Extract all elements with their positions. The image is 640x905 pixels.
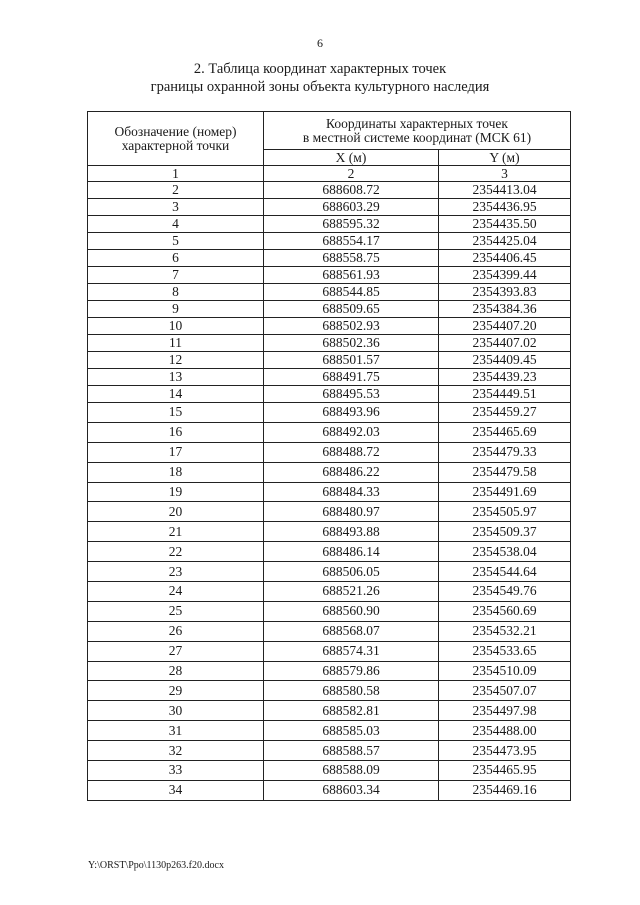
- y-coordinate-cell: 2354399.44: [439, 267, 571, 284]
- table-row: [88, 482, 571, 502]
- point-number-cell: 34: [88, 780, 264, 800]
- y-coordinate-cell: 2354384.36: [439, 301, 571, 318]
- point-number-cell: 12: [88, 352, 264, 369]
- x-column-header: X (м): [264, 150, 439, 166]
- y-coordinate-cell: 2354544.64: [439, 562, 571, 582]
- x-coordinate-cell: 688595.32: [264, 216, 439, 233]
- point-number-cell: 7: [88, 267, 264, 284]
- point-number-cell: 2: [88, 182, 264, 199]
- point-number-cell: 11: [88, 335, 264, 352]
- point-number-cell: 6: [88, 250, 264, 267]
- point-number-cell: 20: [88, 502, 264, 522]
- x-coordinate-cell: 688580.58: [264, 681, 439, 701]
- y-coordinate-cell: 2354393.83: [439, 284, 571, 301]
- table-row: [88, 233, 571, 250]
- coordinates-header-line-1: Координаты характерных точек: [326, 115, 508, 131]
- point-number-cell: 28: [88, 661, 264, 681]
- y-coordinate-cell: 2354449.51: [439, 386, 571, 403]
- y-coordinate-cell: 2354560.69: [439, 601, 571, 621]
- table-row: [88, 721, 571, 741]
- point-number-header: Обозначение (номер) характерной точки: [88, 112, 264, 166]
- point-number-cell: 25: [88, 601, 264, 621]
- y-coordinate-cell: 2354469.16: [439, 780, 571, 800]
- x-coordinate-cell: 688502.93: [264, 318, 439, 335]
- table-row: [88, 250, 571, 267]
- x-coordinate-cell: 688574.31: [264, 641, 439, 661]
- table-row: [88, 352, 571, 369]
- y-coordinate-cell: 2354532.21: [439, 621, 571, 641]
- x-coordinate-cell: 688493.88: [264, 522, 439, 542]
- x-coordinate-cell: 688561.93: [264, 267, 439, 284]
- x-coordinate-cell: 688588.57: [264, 741, 439, 761]
- title-line-2: границы охранной зоны объекта культурного наследия: [150, 79, 490, 95]
- table-row: [88, 741, 571, 761]
- point-number-cell: 18: [88, 462, 264, 482]
- point-number-cell: 4: [88, 216, 264, 233]
- y-column-header: Y (м): [439, 150, 571, 166]
- x-coordinate-cell: 688486.22: [264, 462, 439, 482]
- table-row: [88, 502, 571, 522]
- x-coordinate-cell: 688554.17: [264, 233, 439, 250]
- point-number-cell: 27: [88, 641, 264, 661]
- table-row: [88, 562, 571, 582]
- x-coordinate-cell: 688501.57: [264, 352, 439, 369]
- coordinates-table: [87, 111, 571, 801]
- table-row: [88, 442, 571, 462]
- y-coordinate-cell: 2354488.00: [439, 721, 571, 741]
- y-coordinate-cell: 2354459.27: [439, 403, 571, 423]
- table-row: [88, 681, 571, 701]
- x-coordinate-cell: 688603.34: [264, 780, 439, 800]
- y-coordinate-cell: 2354533.65: [439, 641, 571, 661]
- point-number-cell: 13: [88, 369, 264, 386]
- table-row: [88, 542, 571, 562]
- table-row: [88, 199, 571, 216]
- y-coordinate-cell: 2354407.20: [439, 318, 571, 335]
- y-coordinate-cell: 2354465.69: [439, 422, 571, 442]
- y-coordinate-cell: 2354409.45: [439, 352, 571, 369]
- table-row: [88, 386, 571, 403]
- x-coordinate-cell: 688568.07: [264, 621, 439, 641]
- point-number-cell: 5: [88, 233, 264, 250]
- column-index-row: [88, 166, 571, 182]
- y-coordinate-cell: 2354439.23: [439, 369, 571, 386]
- x-coordinate-cell: 688502.36: [264, 335, 439, 352]
- y-coordinate-cell: 2354505.97: [439, 502, 571, 522]
- y-coordinate-cell: 2354413.04: [439, 182, 571, 199]
- y-coordinate-cell: 2354479.58: [439, 462, 571, 482]
- point-number-cell: 30: [88, 701, 264, 721]
- point-number-cell: 8: [88, 284, 264, 301]
- point-number-cell: 31: [88, 721, 264, 741]
- title-line-1: 2. Таблица координат характерных точек: [193, 61, 447, 77]
- x-coordinate-cell: 688585.03: [264, 721, 439, 741]
- x-coordinate-cell: 688491.75: [264, 369, 439, 386]
- table-row: [88, 403, 571, 423]
- table-row: [88, 216, 571, 233]
- point-number-cell: 15: [88, 403, 264, 423]
- y-coordinate-cell: 2354473.95: [439, 741, 571, 761]
- table-row: [88, 422, 571, 442]
- point-number-cell: 22: [88, 542, 264, 562]
- table-row: [88, 318, 571, 335]
- point-number-cell: 32: [88, 741, 264, 761]
- table-row: [88, 284, 571, 301]
- y-coordinate-cell: 2354497.98: [439, 701, 571, 721]
- point-number-cell: 17: [88, 442, 264, 462]
- point-number-cell: 19: [88, 482, 264, 502]
- y-coordinate-cell: 2354425.04: [439, 233, 571, 250]
- point-number-cell: 24: [88, 582, 264, 602]
- y-coordinate-cell: 2354538.04: [439, 542, 571, 562]
- point-number-cell: 21: [88, 522, 264, 542]
- column-index-cell: 2: [264, 166, 439, 182]
- x-coordinate-cell: 688558.75: [264, 250, 439, 267]
- y-coordinate-cell: 2354507.07: [439, 681, 571, 701]
- x-coordinate-cell: 688492.03: [264, 422, 439, 442]
- y-coordinate-cell: 2354479.33: [439, 442, 571, 462]
- point-number-cell: 33: [88, 761, 264, 781]
- y-coordinate-cell: 2354435.50: [439, 216, 571, 233]
- x-coordinate-cell: 688521.26: [264, 582, 439, 602]
- table-row: [88, 301, 571, 318]
- table-row: [88, 335, 571, 352]
- coordinates-header: [264, 112, 571, 150]
- table-row: [88, 369, 571, 386]
- table-row: [88, 661, 571, 681]
- table-row: [88, 621, 571, 641]
- table-row: [88, 582, 571, 602]
- y-coordinate-cell: 2354406.45: [439, 250, 571, 267]
- x-coordinate-cell: 688480.97: [264, 502, 439, 522]
- y-coordinate-cell: 2354549.76: [439, 582, 571, 602]
- x-coordinate-cell: 688486.14: [264, 542, 439, 562]
- table-row: [88, 641, 571, 661]
- point-number-cell: 23: [88, 562, 264, 582]
- x-coordinate-cell: 688495.53: [264, 386, 439, 403]
- y-coordinate-cell: 2354509.37: [439, 522, 571, 542]
- x-coordinate-cell: 688579.86: [264, 661, 439, 681]
- x-coordinate-cell: 688582.81: [264, 701, 439, 721]
- table-row: [88, 601, 571, 621]
- point-number-cell: 3: [88, 199, 264, 216]
- y-coordinate-cell: 2354465.95: [439, 761, 571, 781]
- page-number: 6: [317, 36, 323, 50]
- point-number-cell: 9: [88, 301, 264, 318]
- x-coordinate-cell: 688488.72: [264, 442, 439, 462]
- y-coordinate-cell: 2354407.02: [439, 335, 571, 352]
- x-coordinate-cell: 688493.96: [264, 403, 439, 423]
- table-row: [88, 522, 571, 542]
- table-row: [88, 462, 571, 482]
- point-number-cell: 29: [88, 681, 264, 701]
- y-coordinate-cell: 2354436.95: [439, 199, 571, 216]
- table-row: [88, 780, 571, 800]
- x-coordinate-cell: 688560.90: [264, 601, 439, 621]
- point-number-cell: 10: [88, 318, 264, 335]
- x-coordinate-cell: 688506.05: [264, 562, 439, 582]
- column-index-cell: 3: [439, 166, 571, 182]
- table-row: [88, 761, 571, 781]
- x-coordinate-cell: 688588.09: [264, 761, 439, 781]
- table-row: [88, 701, 571, 721]
- point-number-cell: 16: [88, 422, 264, 442]
- table-row: [88, 182, 571, 199]
- y-coordinate-cell: 2354491.69: [439, 482, 571, 502]
- table-row: [88, 267, 571, 284]
- column-index-cell: 1: [88, 166, 264, 182]
- x-coordinate-cell: 688484.33: [264, 482, 439, 502]
- x-coordinate-cell: 688509.65: [264, 301, 439, 318]
- x-coordinate-cell: 688544.85: [264, 284, 439, 301]
- x-coordinate-cell: 688603.29: [264, 199, 439, 216]
- point-number-cell: 14: [88, 386, 264, 403]
- y-coordinate-cell: 2354510.09: [439, 661, 571, 681]
- point-number-cell: 26: [88, 621, 264, 641]
- document-title: [0, 60, 640, 96]
- coordinates-header-line-2: в местной системе координат (МСК 61): [302, 129, 532, 145]
- x-coordinate-cell: 688608.72: [264, 182, 439, 199]
- file-path-footer: Y:\ORST\Ppo\1130p263.f20.docx: [88, 860, 224, 871]
